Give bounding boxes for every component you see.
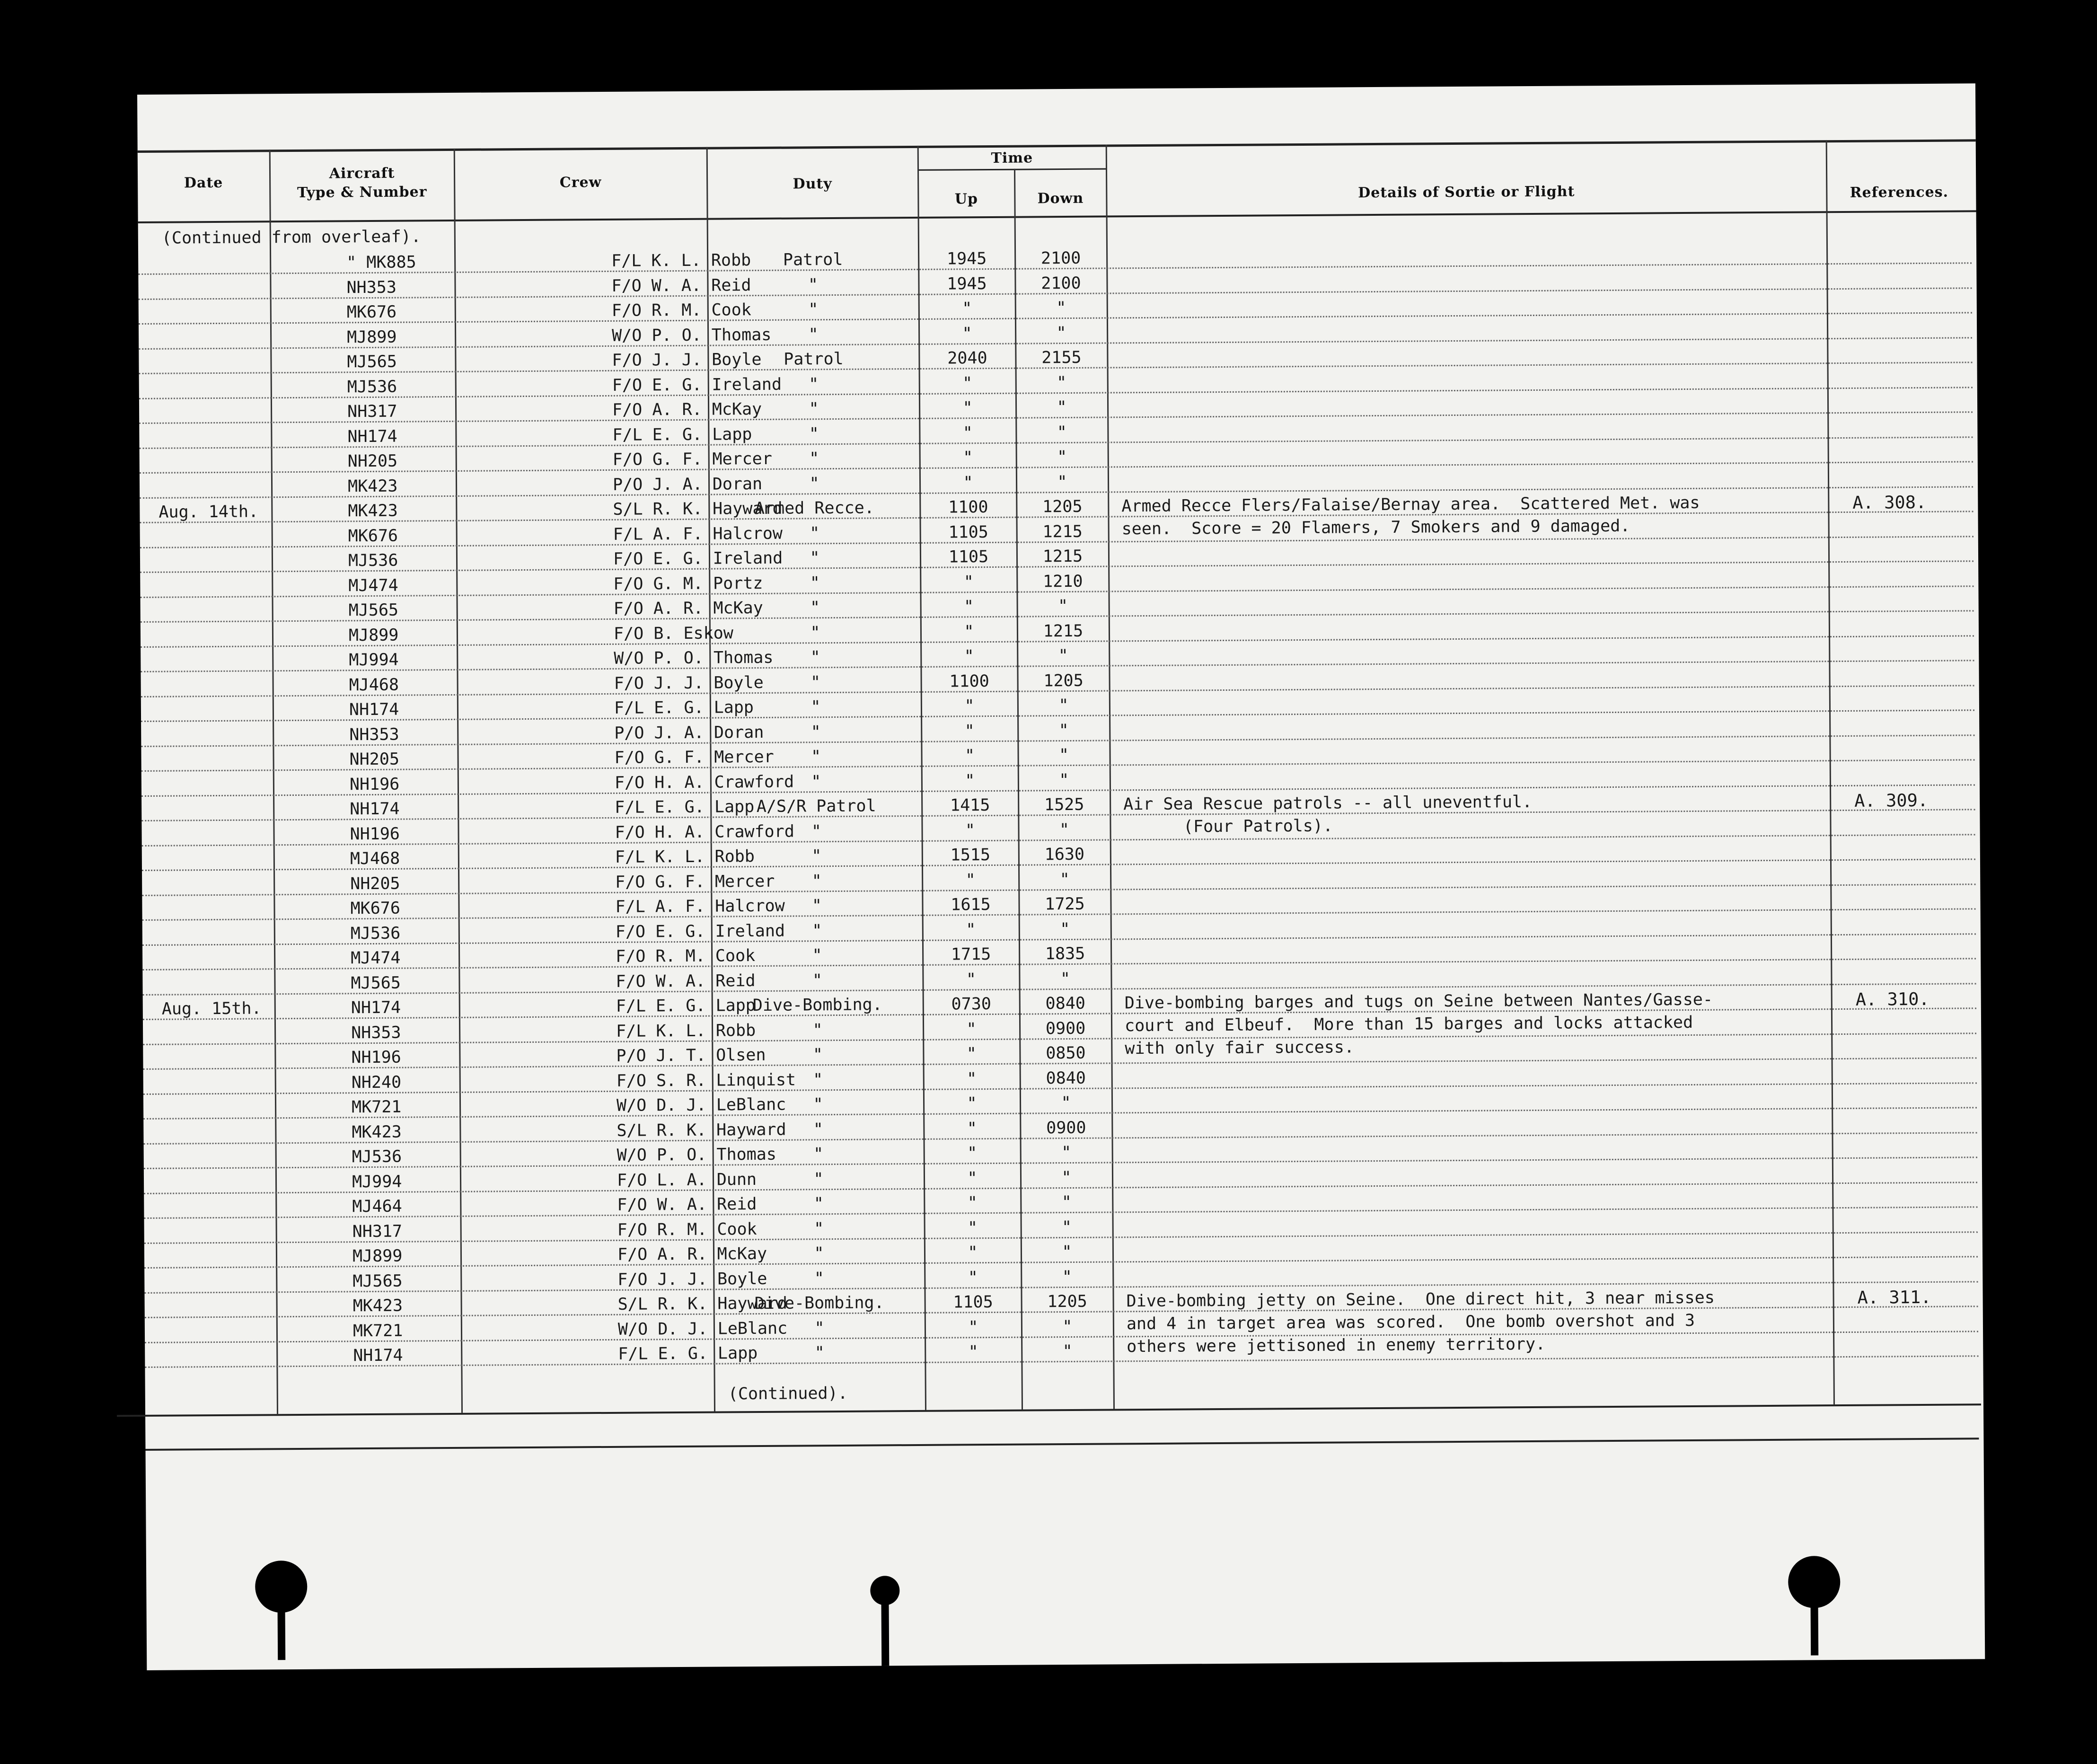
header-time: Time bbox=[991, 150, 1033, 167]
row-duty: " bbox=[813, 1095, 823, 1114]
continued-footer: (Continued). bbox=[728, 1384, 848, 1404]
row-time-up: " bbox=[962, 373, 973, 393]
row-date bbox=[158, 376, 272, 377]
row-crew: F/O G. F. Mercer bbox=[615, 872, 775, 892]
row-duty: " bbox=[813, 1070, 823, 1089]
row-time-down: " bbox=[1058, 745, 1069, 765]
row-duty: " bbox=[812, 1045, 823, 1065]
row-crew: F/L K. L. Robb bbox=[611, 251, 751, 271]
header-down: Down bbox=[1037, 190, 1084, 207]
row-date bbox=[160, 798, 274, 799]
row-duty: " bbox=[809, 449, 819, 468]
row-duty: " bbox=[808, 300, 819, 319]
row-date bbox=[158, 326, 271, 327]
reference-code: A. 310. bbox=[1855, 988, 1930, 1010]
row-time-up: 1105 bbox=[948, 547, 989, 567]
row-aircraft: NH196 bbox=[351, 1048, 401, 1067]
row-time-up: 1945 bbox=[946, 249, 987, 269]
row-time-up: 2040 bbox=[947, 349, 987, 368]
row-time-up: " bbox=[962, 423, 973, 442]
row-crew: F/O H. A. Crawford bbox=[615, 822, 794, 842]
row-aircraft: NH205 bbox=[347, 451, 398, 471]
row-date bbox=[162, 1022, 275, 1023]
row-time-up: " bbox=[964, 647, 974, 666]
row-duty: " bbox=[810, 598, 820, 617]
row-time-down: " bbox=[1057, 448, 1067, 467]
row-aircraft: MJ468 bbox=[350, 849, 400, 869]
row-crew: W/O D. J. LeBlanc bbox=[617, 1319, 788, 1339]
row-time-up: " bbox=[966, 1044, 977, 1064]
row-duty: " bbox=[813, 1120, 824, 1139]
reference-code: A. 308. bbox=[1852, 492, 1927, 513]
row-time-down: " bbox=[1061, 1093, 1071, 1113]
row-time-down: " bbox=[1062, 1341, 1073, 1361]
col-rule-aircraft bbox=[454, 149, 463, 1413]
row-duty: " bbox=[814, 1318, 825, 1338]
row-aircraft: NH240 bbox=[351, 1073, 402, 1092]
row-duty: " bbox=[811, 722, 821, 741]
row-duty: " bbox=[809, 424, 819, 443]
row-crew: F/O G. M. Portz bbox=[613, 573, 763, 594]
row-aircraft: NH205 bbox=[350, 874, 400, 893]
row-aircraft: MJ565 bbox=[351, 973, 401, 993]
row-date bbox=[160, 823, 274, 824]
sortie-detail-text: Air Sea Rescue patrols -- all uneventful. (Four Patrols). bbox=[1123, 793, 1533, 837]
row-crew: P/O J. A. Doran bbox=[612, 474, 763, 494]
row-duty: " bbox=[811, 821, 822, 841]
row-duty: " bbox=[814, 1269, 824, 1288]
row-aircraft: MJ565 bbox=[347, 352, 397, 372]
row-aircraft: MJ899 bbox=[348, 626, 399, 645]
row-aircraft: MJ565 bbox=[352, 1271, 403, 1291]
row-time-up: 1715 bbox=[951, 945, 991, 964]
row-time-down: 0900 bbox=[1045, 1019, 1086, 1038]
row-time-down: 2155 bbox=[1041, 348, 1082, 368]
row-duty: " bbox=[812, 970, 823, 990]
time-split-rule bbox=[917, 168, 1106, 170]
row-aircraft: NH174 bbox=[347, 427, 397, 446]
header-details: Details of Sortie or Flight bbox=[1358, 183, 1575, 202]
row-crew: P/O J. A. Doran bbox=[614, 723, 764, 743]
row-aircraft: NH353 bbox=[351, 1023, 401, 1042]
row-duty: " bbox=[813, 1219, 824, 1238]
row-time-down: " bbox=[1059, 820, 1070, 839]
continued-from-note: (Continued from overleaf). bbox=[161, 227, 421, 248]
row-time-up: 1415 bbox=[950, 796, 990, 815]
row-time-up: " bbox=[968, 1243, 978, 1262]
row-time-up: 1100 bbox=[948, 498, 988, 517]
row-time-down: " bbox=[1057, 597, 1068, 616]
header-bottom-rule bbox=[138, 210, 1976, 223]
row-crew: F/O R. M. Cook bbox=[611, 300, 751, 320]
row-time-down: 1205 bbox=[1043, 671, 1084, 690]
row-aircraft: MJ536 bbox=[350, 924, 401, 943]
row-crew: F/L K. L. Robb bbox=[615, 847, 755, 867]
row-duty: " bbox=[810, 672, 821, 692]
row-time-up: " bbox=[964, 721, 975, 741]
row-crew: F/O S. R. Linquist bbox=[616, 1070, 796, 1091]
row-crew: F/O H. A. Crawford bbox=[614, 772, 794, 793]
row-time-up: 1515 bbox=[950, 846, 991, 865]
row-time-down: 1215 bbox=[1042, 547, 1083, 566]
row-aircraft: NH174 bbox=[351, 998, 401, 1018]
row-crew: F/L E. G. Lapp bbox=[616, 996, 756, 1016]
row-aircraft: MK676 bbox=[346, 302, 397, 322]
row-crew: F/O G. F. Mercer bbox=[614, 747, 774, 767]
row-time-up: " bbox=[963, 448, 973, 467]
row-time-up: " bbox=[968, 1342, 978, 1362]
row-aircraft: NH174 bbox=[353, 1346, 403, 1366]
row-duty: A/S/R Patrol bbox=[756, 796, 876, 817]
row-time-down: " bbox=[1060, 919, 1070, 939]
row-aircraft: MJ994 bbox=[349, 650, 399, 670]
row-crew: F/O E. G. Ireland bbox=[615, 921, 785, 942]
row-time-down: 2100 bbox=[1041, 273, 1081, 293]
row-time-up: " bbox=[967, 1069, 977, 1088]
row-crew: F/L E. G. Lapp bbox=[615, 797, 755, 817]
row-time-down: 1215 bbox=[1042, 522, 1083, 541]
row-date bbox=[161, 947, 275, 948]
row-time-up: 1105 bbox=[953, 1292, 993, 1312]
row-crew: P/O J. T. Olsen bbox=[616, 1045, 766, 1066]
row-crew: F/O R. M. Cook bbox=[617, 1219, 757, 1240]
row-crew: F/O W. A. Reid bbox=[611, 275, 751, 296]
row-date bbox=[163, 1146, 276, 1147]
row-time-up: " bbox=[965, 771, 975, 790]
row-aircraft: NH196 bbox=[350, 824, 400, 844]
row-crew: F/L A. F. Halcrow bbox=[615, 896, 785, 917]
row-crew: F/O E. G. Ireland bbox=[612, 375, 782, 395]
row-time-down: " bbox=[1057, 398, 1067, 417]
row-time-up: " bbox=[968, 1268, 978, 1287]
row-time-up: " bbox=[967, 1168, 978, 1188]
row-time-down: 1835 bbox=[1045, 944, 1085, 964]
col-rule-date bbox=[269, 150, 278, 1414]
row-duty: " bbox=[811, 697, 821, 717]
row-time-down: 2100 bbox=[1040, 248, 1081, 268]
row-time-down: " bbox=[1056, 323, 1066, 343]
sortie-detail-text: Armed Recce Flers/Falaise/Bernay area. Scattered Met. was seen. Score = 20 Flamers, 7 Smokers and 9 damaged. bbox=[1121, 493, 1700, 539]
row-time-up: 1945 bbox=[947, 274, 987, 294]
row-aircraft: MK423 bbox=[352, 1122, 402, 1142]
row-time-up: " bbox=[964, 697, 975, 716]
row-crew: S/L R. K. Hayward bbox=[613, 499, 783, 519]
row-duty: " bbox=[812, 1020, 823, 1040]
row-duty: " bbox=[814, 1244, 824, 1263]
row-date bbox=[159, 450, 272, 451]
row-crew: F/O R. M. Cook bbox=[616, 946, 756, 966]
row-time-up: 1615 bbox=[951, 895, 991, 915]
row-duty: Patrol bbox=[784, 349, 844, 369]
row-time-up: 1100 bbox=[949, 671, 989, 691]
row-time-down: " bbox=[1056, 299, 1066, 318]
row-crew: W/O P. O. Thomas bbox=[612, 325, 772, 345]
row-time-down: " bbox=[1062, 1267, 1072, 1287]
row-date bbox=[162, 1096, 276, 1097]
row-aircraft: MJ468 bbox=[349, 675, 399, 695]
row-aircraft: MK423 bbox=[348, 501, 398, 521]
row-aircraft: NH196 bbox=[349, 775, 400, 794]
row-duty: Armed Recce. bbox=[754, 498, 874, 519]
row-time-up: " bbox=[967, 1193, 978, 1213]
row-time-up: 1105 bbox=[948, 522, 988, 542]
row-date bbox=[158, 301, 271, 302]
row-duty: " bbox=[808, 275, 819, 294]
row-time-down: " bbox=[1061, 1168, 1072, 1187]
row-aircraft: MJ899 bbox=[347, 327, 397, 347]
row-aircraft: MJ565 bbox=[348, 600, 399, 620]
row-crew: F/O W. A. Reid bbox=[617, 1195, 757, 1215]
row-date bbox=[164, 1320, 277, 1321]
row-time-up: " bbox=[968, 1317, 978, 1337]
row-time-up: " bbox=[965, 870, 976, 890]
reference-code: A. 311. bbox=[1857, 1287, 1931, 1308]
row-duty: " bbox=[813, 1145, 824, 1164]
row-time-up: " bbox=[966, 920, 976, 939]
row-time-down: 1205 bbox=[1042, 497, 1083, 517]
header-aircraft: Aircraft Type & Number bbox=[297, 165, 427, 201]
row-crew: W/O P. O. Thomas bbox=[614, 648, 774, 668]
row-duty: " bbox=[810, 523, 820, 543]
row-aircraft: NH205 bbox=[349, 750, 400, 769]
row-aircraft: " MK885 bbox=[346, 253, 416, 273]
row-time-up: " bbox=[962, 299, 972, 318]
row-date bbox=[159, 649, 273, 650]
footer-rule bbox=[145, 1438, 1979, 1451]
row-time-down: 1215 bbox=[1043, 621, 1084, 641]
row-time-down: " bbox=[1062, 1317, 1073, 1336]
row-time-down: " bbox=[1059, 870, 1070, 889]
row-aircraft: MK423 bbox=[352, 1296, 403, 1316]
row-aircraft: NH174 bbox=[349, 700, 399, 720]
row-aircraft: MK423 bbox=[347, 476, 398, 496]
binder-slot-left bbox=[277, 1603, 285, 1660]
header-duty: Duty bbox=[793, 176, 832, 193]
row-duty: " bbox=[809, 374, 819, 394]
row-time-up: " bbox=[963, 473, 973, 492]
row-crew: F/O A. R. McKay bbox=[617, 1244, 767, 1264]
row-crew: F/L E. G. Lapp bbox=[614, 698, 754, 718]
reference-code: A. 309. bbox=[1854, 790, 1929, 811]
row-time-down: 1210 bbox=[1043, 572, 1083, 591]
row-duty: " bbox=[811, 747, 821, 767]
row-aircraft: MK721 bbox=[351, 1097, 402, 1117]
row-aircraft: MJ536 bbox=[348, 551, 398, 571]
row-aircraft: MK676 bbox=[350, 899, 400, 918]
row-time-up: " bbox=[967, 1119, 978, 1138]
row-time-down: " bbox=[1061, 1217, 1072, 1237]
row-time-down: " bbox=[1061, 1192, 1072, 1212]
row-aircraft: MJ994 bbox=[352, 1172, 402, 1191]
row-duty: Dive-Bombing. bbox=[752, 995, 882, 1015]
row-duty: " bbox=[814, 1343, 825, 1363]
row-date bbox=[159, 674, 273, 675]
row-time-down: " bbox=[1060, 969, 1071, 988]
row-date bbox=[163, 1171, 276, 1172]
row-time-down: 0840 bbox=[1046, 1068, 1086, 1088]
row-crew: F/L A. F. Halcrow bbox=[613, 524, 783, 544]
row-time-down: 0900 bbox=[1046, 1118, 1086, 1138]
row-crew: S/L R. K. Hayward bbox=[617, 1120, 786, 1140]
row-aircraft: MJ464 bbox=[352, 1197, 402, 1217]
row-duty: " bbox=[811, 896, 822, 916]
row-crew: W/O P. O. Thomas bbox=[617, 1145, 776, 1165]
col-rule-details bbox=[1826, 140, 1835, 1404]
bottom-rule bbox=[117, 1403, 1981, 1417]
row-time-down: " bbox=[1058, 646, 1068, 666]
row-date bbox=[164, 1295, 277, 1296]
binder-slot-right bbox=[1810, 1598, 1818, 1655]
row-time-down: " bbox=[1058, 696, 1069, 715]
row-time-up: " bbox=[963, 572, 974, 591]
row-aircraft: MK721 bbox=[352, 1321, 403, 1341]
row-aircraft: NH174 bbox=[350, 799, 400, 819]
header-crew: Crew bbox=[559, 174, 602, 191]
row-time-up: " bbox=[962, 324, 972, 343]
row-duty: " bbox=[813, 1194, 824, 1214]
row-time-down: " bbox=[1057, 423, 1067, 442]
row-duty: " bbox=[810, 623, 820, 642]
row-aircraft: NH317 bbox=[347, 402, 397, 422]
row-date bbox=[163, 1270, 277, 1271]
row-crew: F/O J. J. Boyle bbox=[617, 1269, 767, 1289]
row-crew: F/O A. R. McKay bbox=[613, 598, 763, 618]
row-time-up: " bbox=[964, 746, 975, 766]
row-time-down: " bbox=[1061, 1143, 1072, 1163]
row-time-up: 0730 bbox=[951, 995, 992, 1014]
row-crew: F/O J. J. Boyle bbox=[612, 350, 762, 370]
row-duty: " bbox=[811, 871, 822, 891]
row-crew: F/O L. A. Dunn bbox=[617, 1170, 757, 1190]
row-time-up: " bbox=[964, 622, 974, 641]
row-duty: " bbox=[812, 946, 822, 965]
row-crew: W/O D. J. LeBlanc bbox=[616, 1095, 786, 1115]
row-duty: " bbox=[808, 325, 819, 344]
row-aircraft: NH353 bbox=[349, 725, 399, 744]
row-time-down: " bbox=[1057, 373, 1067, 392]
row-date bbox=[161, 972, 275, 973]
row-duty: " bbox=[810, 573, 820, 592]
row-crew: F/O W. A. Reid bbox=[616, 971, 756, 991]
row-aircraft: NH353 bbox=[346, 278, 396, 297]
row-crew: F/L K. L. Robb bbox=[616, 1021, 756, 1041]
row-aircraft: MJ536 bbox=[352, 1147, 402, 1167]
sortie-detail-text: Dive-bombing jetty on Seine. One direct hit, 3 near misses and 4 in target area was scored. One bomb overshot and 3 others were jettisoned in enemy territory. bbox=[1126, 1288, 1715, 1357]
row-duty: " bbox=[812, 921, 822, 940]
row-time-up: " bbox=[967, 1094, 977, 1113]
row-aircraft: MJ899 bbox=[352, 1246, 403, 1266]
row-crew: F/O A. R. McKay bbox=[612, 399, 762, 420]
row-time-down: 1525 bbox=[1044, 795, 1084, 815]
row-time-down: " bbox=[1058, 721, 1069, 740]
row-duty: " bbox=[810, 548, 820, 568]
row-date: Aug. 14th. bbox=[159, 502, 259, 522]
row-duty: " bbox=[809, 399, 819, 419]
row-time-down: 1725 bbox=[1045, 894, 1085, 914]
row-time-up: " bbox=[967, 1144, 978, 1163]
row-aircraft: MJ474 bbox=[351, 948, 401, 968]
row-crew: S/L R. K. Hayward bbox=[617, 1294, 787, 1314]
header-date: Date bbox=[184, 174, 223, 192]
row-crew: F/O E. G. Ireland bbox=[613, 548, 783, 569]
row-time-down: 1205 bbox=[1047, 1292, 1087, 1312]
row-time-up: " bbox=[963, 597, 974, 617]
row-date bbox=[159, 525, 273, 526]
row-time-down: " bbox=[1057, 472, 1067, 492]
row-time-up: " bbox=[962, 398, 973, 418]
row-duty: Dive-Bombing. bbox=[754, 1293, 884, 1314]
row-date bbox=[158, 351, 271, 352]
row-time-up: " bbox=[966, 970, 977, 989]
row-aircraft: MJ474 bbox=[348, 576, 398, 595]
row-time-down: 1630 bbox=[1044, 845, 1085, 864]
row-duty: " bbox=[810, 648, 820, 667]
row-time-down: " bbox=[1062, 1242, 1072, 1262]
row-time-down: 0850 bbox=[1046, 1043, 1086, 1063]
row-time-up: " bbox=[965, 820, 976, 840]
record-sheet bbox=[137, 83, 1985, 1670]
row-duty: Patrol bbox=[783, 250, 843, 270]
row-aircraft: MK676 bbox=[348, 526, 398, 546]
row-time-down: 0840 bbox=[1045, 994, 1086, 1014]
binder-slot-center-left bbox=[881, 1597, 889, 1666]
row-duty: " bbox=[811, 847, 822, 866]
row-date: Aug. 15th. bbox=[161, 999, 262, 1019]
row-date bbox=[162, 1121, 276, 1122]
row-duty: " bbox=[811, 772, 821, 791]
row-crew: F/O B. Eskow bbox=[613, 623, 733, 644]
row-duty: " bbox=[813, 1169, 824, 1189]
row-time-down: " bbox=[1059, 770, 1069, 790]
row-time-up: " bbox=[966, 1019, 977, 1039]
row-crew: F/O J. J. Boyle bbox=[614, 673, 764, 693]
row-crew: F/O G. F. Mercer bbox=[612, 449, 773, 469]
row-aircraft: MJ536 bbox=[347, 377, 397, 397]
header-references: References. bbox=[1850, 184, 1949, 201]
row-duty: " bbox=[809, 474, 819, 493]
header-up: Up bbox=[954, 191, 978, 208]
sortie-detail-text: Dive-bombing barges and tugs on Seine between Nantes/Gasse- court and Elbeuf. More than 15 barges and locks attacked with only fair success. bbox=[1124, 990, 1713, 1058]
row-aircraft: NH317 bbox=[352, 1222, 403, 1241]
row-crew: F/L E. G. Lapp bbox=[618, 1344, 758, 1364]
row-date bbox=[163, 1245, 277, 1246]
row-time-up: " bbox=[967, 1218, 978, 1237]
row-crew: F/L E. G. Lapp bbox=[612, 424, 752, 445]
